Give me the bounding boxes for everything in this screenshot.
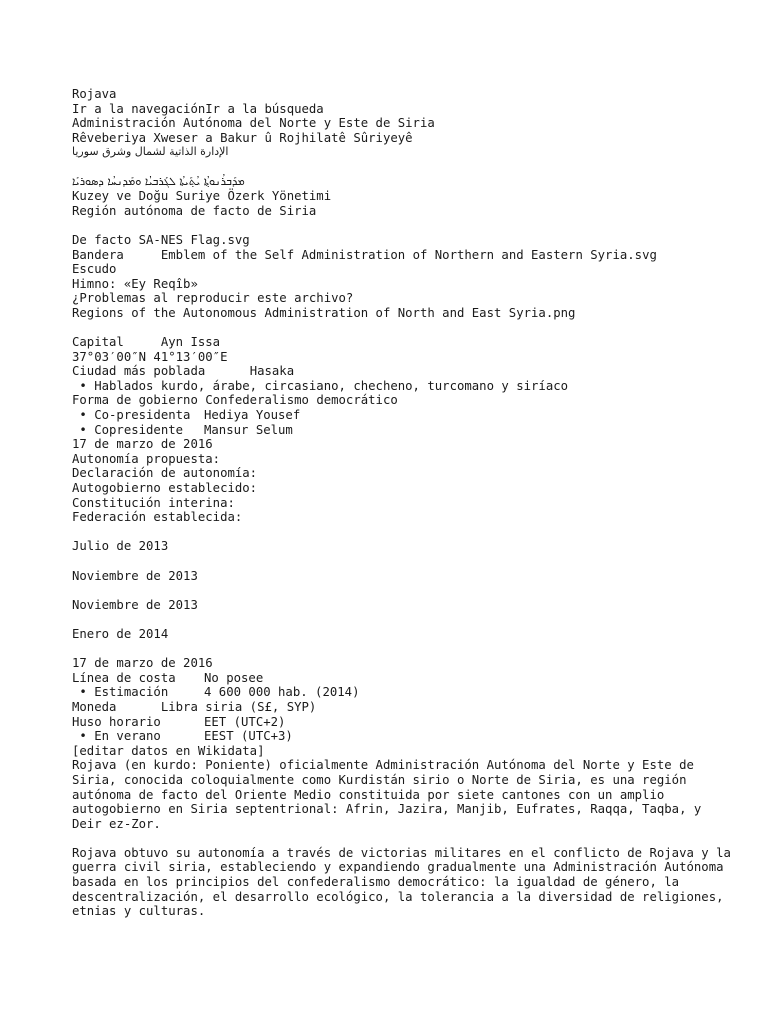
official-name-syr: ܡܕܰܒܪܳܢܘܬ݂ܳܐ ܝܳܬ݂ܰܝܬܳܐ ܠܓܰܪܒܝܳܐ ܘܡܰܕܢܚܳܐ ܕܣܘܪܝܰܐ xyxy=(72,174,245,188)
flag-image-link[interactable]: De facto SA-NES Flag.svg xyxy=(72,232,250,247)
escudo-label: Escudo xyxy=(72,262,117,277)
intro-paragraph: Rojava (en kurdo: Poniente) oficialmente Administración Autónoma del Norte y Este de Siria, conocida coloquialmente como Kurdistán sirio o Norte de Siria, es una región autónoma de facto del Oriente Medio constituida por siete cantones con un amplio autogobierno en Siria septentrional: Afrin, Jazira, Manjib, Eufrates, Raqqa, Taqba, y Deir ez-Zor. xyxy=(72,758,709,831)
timezone-value[interactable]: EET (UTC+2) xyxy=(204,714,286,729)
page-title: Rojava xyxy=(72,87,117,101)
map-image-link[interactable]: Regions of the Autonomous Administration of North and East Syria.png xyxy=(72,305,576,320)
largest-city-label: Ciudad más poblada xyxy=(72,364,206,379)
audio-problem-link[interactable]: ¿Problemas al reproducir este archivo? xyxy=(72,291,354,306)
largest-city-row xyxy=(72,364,732,379)
population-value: 4 600 000 hab. (2014) xyxy=(204,685,360,700)
event-label: Autogobierno establecido: xyxy=(72,481,258,496)
government-value[interactable]: Confederalismo democrático xyxy=(205,393,398,408)
copresident-2-label: • Copresidente xyxy=(72,422,184,437)
copresident-1-row xyxy=(72,408,732,423)
summer-time-value[interactable]: EEST (UTC+3) xyxy=(204,729,293,744)
event-date: Enero de 2014 xyxy=(72,626,169,641)
population-row xyxy=(72,685,732,700)
event-date: Julio de 2013 xyxy=(72,539,169,554)
coordinates[interactable]: 37°03′00″N 41°13′00″E xyxy=(72,349,228,364)
government-row xyxy=(72,393,732,408)
flag-emblem-row xyxy=(72,248,732,263)
timezone-label: Huso horario xyxy=(72,714,161,729)
anthem-link[interactable]: Himno: «Ey Reqîb» xyxy=(72,276,198,291)
copresident-2-row xyxy=(72,423,732,438)
capital-value[interactable]: Ayn Issa xyxy=(160,335,221,350)
event-label: Constitución interina: xyxy=(72,495,235,510)
currency-row xyxy=(72,700,732,715)
official-name-ku: Rêveberiya Xweser a Bakur û Rojhilatê Sûriyeyê xyxy=(72,130,413,145)
largest-city-value[interactable]: Hasaka xyxy=(249,364,295,379)
capital-row xyxy=(72,335,732,350)
event-label: Federación establecida: xyxy=(72,510,243,525)
coastline-row xyxy=(72,671,732,686)
timezone-row xyxy=(72,715,732,730)
currency-value[interactable]: Libra siria (S£, SYP) xyxy=(160,699,317,714)
event-date: Noviembre de 2013 xyxy=(72,597,198,612)
copresident-1-value[interactable]: Hediya Yousef xyxy=(204,408,301,423)
bandera-label: Bandera xyxy=(72,247,124,262)
summer-time-label: • En verano xyxy=(72,729,161,744)
languages-row: • Hablados kurdo, árabe, circasiano, checheno, turcomano y siríaco xyxy=(72,378,569,393)
summer-time-row xyxy=(72,729,732,744)
copresident-2-value[interactable]: Mansur Selum xyxy=(204,422,293,437)
government-label: Forma de gobierno xyxy=(72,393,198,408)
official-name-es: Administración Autónoma del Norte y Este de Siria xyxy=(72,116,435,131)
establishment-date: 17 de marzo de 2016 xyxy=(72,437,213,452)
event-date: Noviembre de 2013 xyxy=(72,568,198,583)
edit-wikidata-link[interactable]: [editar datos en Wikidata] xyxy=(72,743,265,758)
event-label: Autonomía propuesta: xyxy=(72,451,221,466)
skip-links[interactable]: Ir a la navegaciónIr a la búsqueda xyxy=(72,101,324,116)
emblem-image-link[interactable]: Emblem of the Self Administration of Northern and Eastern Syria.svg xyxy=(160,247,657,262)
subtitle: Región autónoma de facto de Siria xyxy=(72,203,317,218)
coastline-value: No posee xyxy=(204,670,264,685)
official-name-tr: Kuzey ve Doğu Suriye Özerk Yönetimi xyxy=(72,189,332,204)
population-label: • Estimación xyxy=(72,685,169,700)
capital-label: Capital xyxy=(72,335,124,350)
official-name-ar: الإدارة الذاتية لشمال وشرق سوريا xyxy=(72,145,229,159)
event-date: 17 de marzo de 2016 xyxy=(72,656,213,671)
autonomy-paragraph: Rojava obtuvo su autonomía a través de victorias militares en el conflicto de Rojava y la guerra civil siria, estableciendo y expandiendo gradualmente una Administración Autónoma basada en los principios del confederalismo democrático: la igualdad de género, la descentralización, el desarrollo ecológico, la tolerancia a la diversidad de religiones, etnias y culturas. xyxy=(72,845,739,919)
article xyxy=(72,87,739,919)
currency-label: Moneda xyxy=(72,699,117,714)
event-label: Declaración de autonomía: xyxy=(72,466,258,481)
copresident-1-label: • Co-presidenta xyxy=(72,408,191,423)
coastline-label: Línea de costa xyxy=(72,670,176,685)
